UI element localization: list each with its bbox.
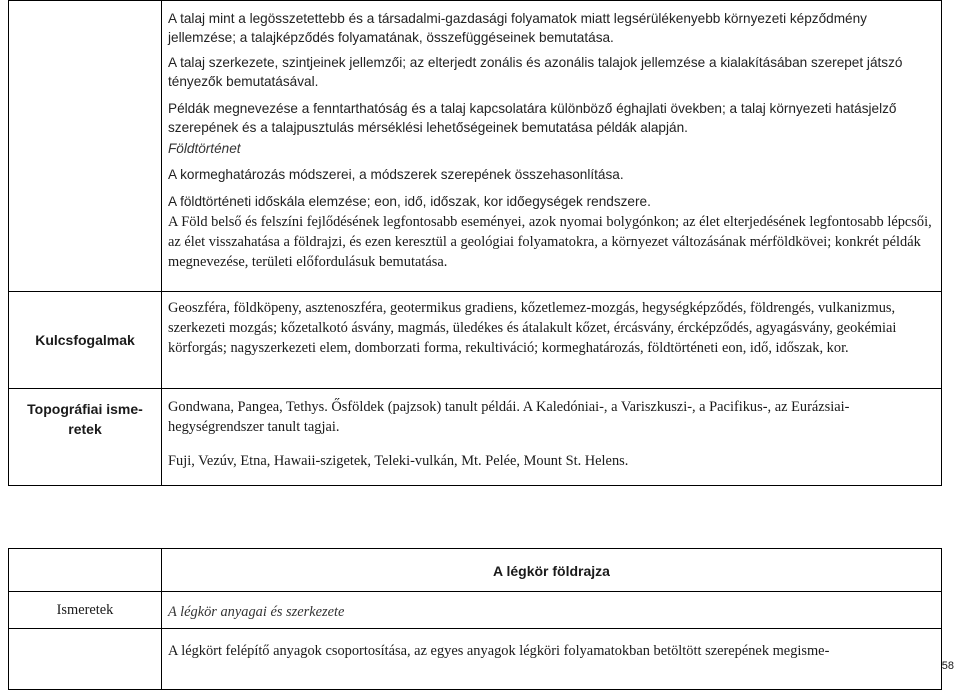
curriculum-table-lower <box>8 548 942 690</box>
kulcsfogalmak-label-cell <box>9 292 162 389</box>
paragraph: Példák megnevezése a fenntarthatóság és a talaj kapcsolatára különböző éghajlati övekben; a talaj környezeti hatásjelző szerepének és a talajpusztulás mérséklési lehetőségeinek bemutatása példák alapján. <box>168 101 897 135</box>
content-cell <box>162 629 942 690</box>
section-header: A légkör földrajza <box>493 563 610 579</box>
paragraph: A kormeghatározás módszerei, a módszerek szerepének összehasonlítása. <box>168 167 624 182</box>
kulcsfogalmak-label: Kulcsfogalmak <box>35 332 135 348</box>
kulcsfogalmak-content <box>162 292 942 389</box>
empty-header-cell <box>9 549 162 592</box>
topografiai-text: Gondwana, Pangea, Tethys. Ősföldek (pajzsok) tanult példái. A Kaledóniai-, a Variszkuszi-, a Pacifikus-, az Eurázsiai-hegységrendszer tanult tagjai. <box>168 399 850 435</box>
content-cell <box>162 1 942 292</box>
paragraph: A talaj mint a legösszetettebb és a társadalmi-gazdasági folyamatok miatt legsérülékenyebb környezeti képződmény jellemzése; a talajképződés folyamatának, összefüggéseinek bemutatása. <box>168 11 867 45</box>
section-header-cell <box>162 549 942 592</box>
paragraph: A légkört felépítő anyagok csoportosítása, az egyes anyagok légköri folyamatokban betöltött szerepének megisme- <box>168 643 830 659</box>
paragraph: A földtörténeti időskála elemzése; eon, idő, időszak, kor időegységek rendszere. <box>168 194 651 209</box>
topografiai-label: Topográfiai ismeretek <box>27 401 143 437</box>
section-title: Földtörténet <box>168 141 241 156</box>
paragraph: A talaj szerkezete, szintjeinek jellemzői; az elterjedt zonális és azonális talajok jellemzése a kialakításában szerepet játszó tényezők bemutatásával. <box>168 55 903 89</box>
ismeretek-label: Ismeretek <box>56 602 114 618</box>
subsection-title: A légkör anyagai és szerkezete <box>168 604 345 620</box>
ismeretek-content <box>162 592 942 629</box>
curriculum-table-upper <box>8 0 942 486</box>
empty-label-cell <box>9 629 162 690</box>
ismeretek-label-cell <box>9 592 162 629</box>
topografiai-text: Fuji, Vezúv, Etna, Hawaii-szigetek, Teleki-vulkán, Mt. Pelée, Mount St. Helens. <box>168 453 629 469</box>
topografiai-label-cell <box>9 389 162 486</box>
paragraph: A Föld belső és felszíni fejlődésének legfontosabb eseményei, azok nyomai bolygónkon; az élet elterjedésének legfontosabb lépcsői, az élet visszahatása a földrajzi, és ezen keresztül a geológiai folyamatokra, a környezet változásának mérföldkövei; konkrét példák megnevezése, területi előfordulásuk bemutatása. <box>168 214 932 270</box>
topografiai-content <box>162 389 942 486</box>
page-number: 58 <box>941 660 954 672</box>
kulcsfogalmak-text: Geoszféra, földköpeny, asztenoszféra, geotermikus gradiens, kőzetlemez-mozgás, hegységképződés, földrengés, vulkanizmus, szerkezeti mozgás; kőzetalkotó ásvány, magmás, üledékes és átalakult kőzet, ércásvány, ércképződés, agyagásvány, geokémiai körforgás; nagyszerkezeti elem, domborzati forma, rekultiváció; kormeghatározás, földtörténeti eon, idő, időszak, kor. <box>168 300 897 356</box>
empty-label-cell <box>9 1 162 292</box>
